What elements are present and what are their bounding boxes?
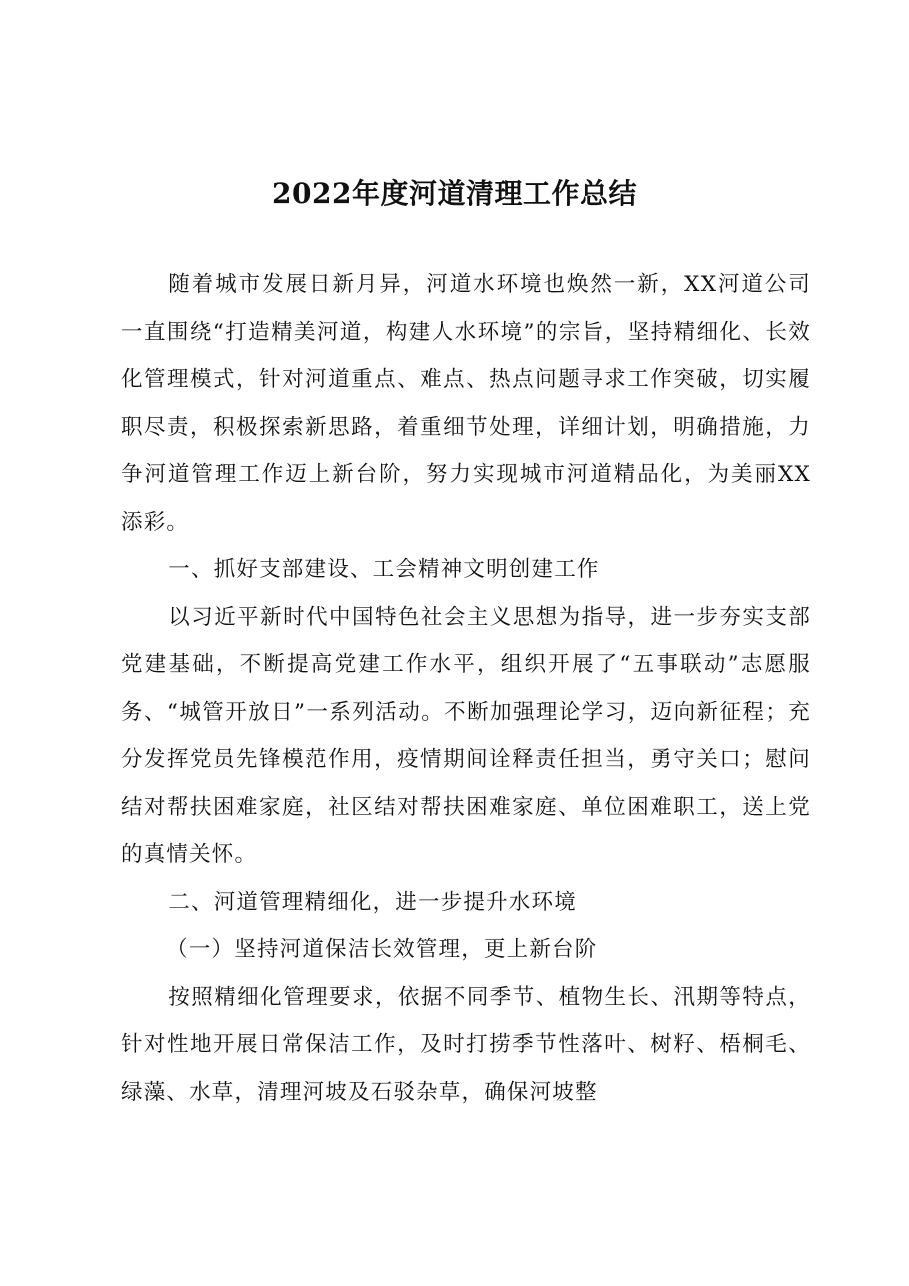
intro-paragraph: 随着城市发展日新月异，河道水环境也焕然一新，XX河道公司一直围绕“打造精美河道，构建人水环境”的宗旨，坚持精细化、长效化管理模式，针对河道重点、难点、热点问题寻求工作突破，切实履职尽责，积极探索新思路，着重细节处理，详细计划，明确措施，力争河道管理工作迈上新台阶，努力实现城市河道精品化，为美丽XX添彩。 (121, 272, 811, 535)
section-heading-1: 一、抓好支部建设、工会精神文明创建工作 (168, 557, 600, 582)
subsection-1-paragraph: 按照精细化管理要求，依据不同季节、植物生长、汛期等特点，针对性地开展日常保洁工作，及时打捞季节性落叶、树籽、梧桐毛、绿藻、水草，清理河坡及石驳杂草，确保河坡整 (121, 984, 811, 1105)
document-title: 2022年度河道清理工作总结 (272, 177, 637, 210)
section-heading-2: 二、河道管理精细化，进一步提升水环境 (168, 889, 577, 915)
subsection-heading-1: （一）坚持河道保洁长效管理，更上新台阶 (166, 937, 598, 962)
document-body (121, 261, 811, 1116)
section-1-paragraph: 以习近平新时代中国特色社会主义思想为指导，进一步夯实支部党建基础，不断提高党建工作水平，组织开展了“五事联动”志愿服务、“城管开放日”一系列活动。不断加强理论学习，迈向新征程；充分发挥党员先锋模范作用，疫情期间诠释责任担当，勇守关口；慰问结对帮扶困难家庭，社区结对帮扶困难家庭、单位困难职工，送上党的真情关怀。 (121, 604, 811, 867)
